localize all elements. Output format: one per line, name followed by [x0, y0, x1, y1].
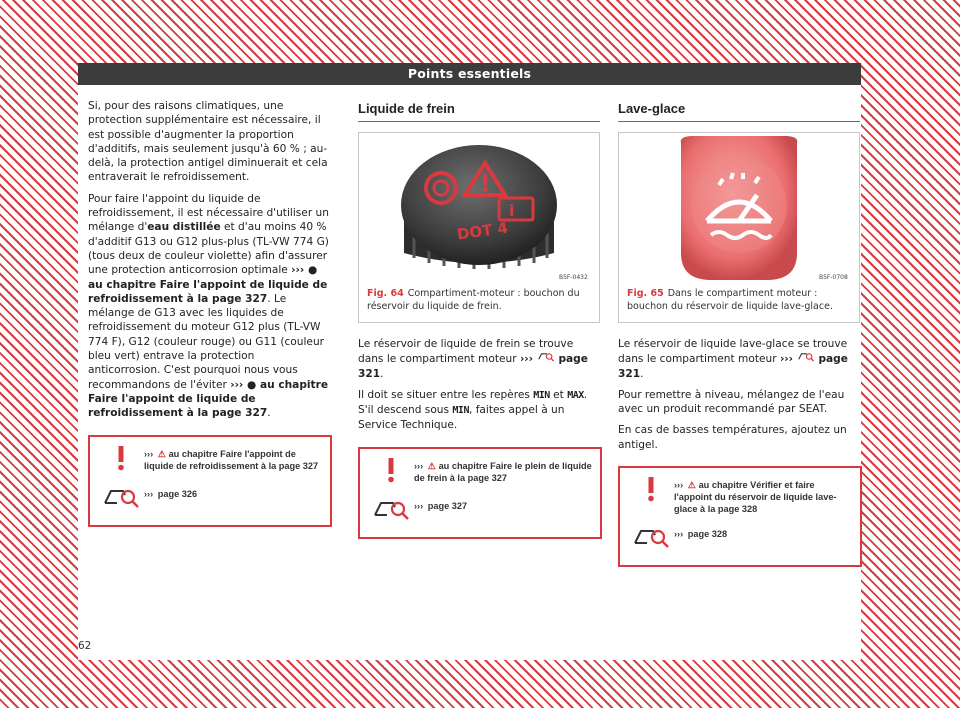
figure-caption: Fig. 65 Dans le compartiment moteur : bouchon du réservoir de liquide lave-glace.: [627, 288, 833, 312]
page-number: 62: [78, 640, 92, 652]
xref-link[interactable]: ››› ● au chapitre Faire l'appoint de liquide de refroidissement à la page 327: [88, 378, 329, 420]
paragraph: Pour faire l'appoint du liquide de refroidissement, il est nécessaire d'utiliser un mélange d'eau distillée et d'au moins 40 % d'additif G13 ou G12 plus-plus (TL-VW 774 G) (tous deux de couleur violette) afin d'assurer une protection anticorrosion optimale ››› ● au chapitre Faire l'appoint de liquide de refroidissement à la page 327. Le mélange de G13 avec les liquides de refroidissement du moteur G12 plus (TL-VW 774 F), G12 (couleur rouge) ou G11 (couleur bleu vert) entrave la protection anticorrosion. C'est pourquoi nous vous recommandons de l'éviter ››› ● au chapitre Faire l'appoint de liquide de refroidissement à la page 327.: [88, 192, 329, 420]
column-coolant: [88, 99, 330, 527]
dot4-label: DOT 4: [455, 218, 509, 244]
xref-link[interactable]: ››› page 321: [618, 353, 848, 380]
svg-text:i: i: [509, 201, 515, 220]
paragraph: Le réservoir de liquide de frein se trouve dans le compartiment moteur ››› page 321.: [358, 338, 588, 380]
environment-note-icon: [537, 351, 555, 362]
paragraph: En cas de basses températures, ajoutez un antigel.: [618, 424, 847, 451]
xref-link[interactable]: ››› page 327: [414, 500, 468, 511]
warning-circle-icon: ●: [247, 378, 257, 391]
image-code: B5F-0432: [559, 274, 588, 281]
notice-box: [358, 447, 602, 539]
image-code: B5F-0708: [819, 274, 848, 281]
xref-link[interactable]: ››› page 328: [674, 529, 728, 540]
bold-term: eau distillée: [147, 221, 221, 234]
notice-box: [618, 466, 862, 567]
column-brake-fluid: [358, 99, 600, 539]
warning-triangle-icon: ⚠: [157, 448, 166, 459]
min-marker: MIN: [533, 389, 550, 401]
paragraph: Si, pour des raisons climatiques, une protection supplémentaire est nécessaire, il est possible d'augmenter la proportion d'additifs, mais seulement jusqu'à 60 % ; au-delà, la protection antigel diminuerait et cela entraverait le refroidissement.: [88, 100, 328, 184]
warning-exclamation-icon: [380, 457, 402, 483]
warning-exclamation-icon: [640, 476, 662, 502]
xref-link[interactable]: ››› ⚠ au chapitre Faire l'appoint de liquide de refroidissement à la page 327: [144, 448, 319, 471]
environment-note-icon: [371, 497, 411, 521]
paragraph: Il doit se situer entre les repères MIN et MAX. S'il descend sous MIN, faites appel à un Service Technique.: [358, 388, 588, 432]
figure: [358, 132, 600, 323]
page-header: Points essentiels: [78, 63, 861, 85]
environment-note-icon: [101, 485, 141, 509]
warning-triangle-icon: ⚠: [687, 480, 696, 491]
section-title: Liquide de frein: [358, 101, 600, 122]
section-title: Lave-glace: [618, 101, 860, 122]
min-marker: MIN: [452, 405, 469, 417]
notice-box: [88, 435, 332, 527]
washer-cap-image: [619, 133, 859, 283]
warning-triangle-icon: ⚠: [427, 460, 436, 471]
xref-link[interactable]: ››› page 326: [144, 488, 198, 499]
max-marker: MAX: [567, 389, 584, 401]
brake-fluid-cap-image: [359, 133, 599, 283]
xref-link[interactable]: ››› ⚠ au chapitre Faire le plein de liquide de frein à la page 327: [414, 460, 592, 483]
warning-exclamation-icon: [110, 445, 132, 471]
figure-caption: Fig. 64 Compartiment-moteur : bouchon du réservoir du liquide de frein.: [367, 288, 580, 312]
xref-link[interactable]: ››› page 321: [358, 353, 588, 380]
paragraph: Le réservoir de liquide lave-glace se trouve dans le compartiment moteur ››› page 321.: [618, 338, 848, 380]
environment-note-icon: [631, 525, 671, 549]
environment-note-icon: [797, 351, 815, 362]
xref-link[interactable]: ››› ● au chapitre Faire l'appoint de liquide de refroidissement à la page 327: [88, 264, 328, 305]
xref-link[interactable]: ››› ⚠ au chapitre Vérifier et faire l'appoint du réservoir de liquide lave-glace à la page 328: [674, 480, 837, 515]
figure: [618, 132, 860, 323]
warning-circle-icon: ●: [307, 264, 318, 277]
column-washer: [618, 99, 860, 567]
paragraph: Pour remettre à niveau, mélangez de l'eau avec un produit recommandé par SEAT.: [618, 388, 845, 416]
page: [78, 63, 861, 660]
